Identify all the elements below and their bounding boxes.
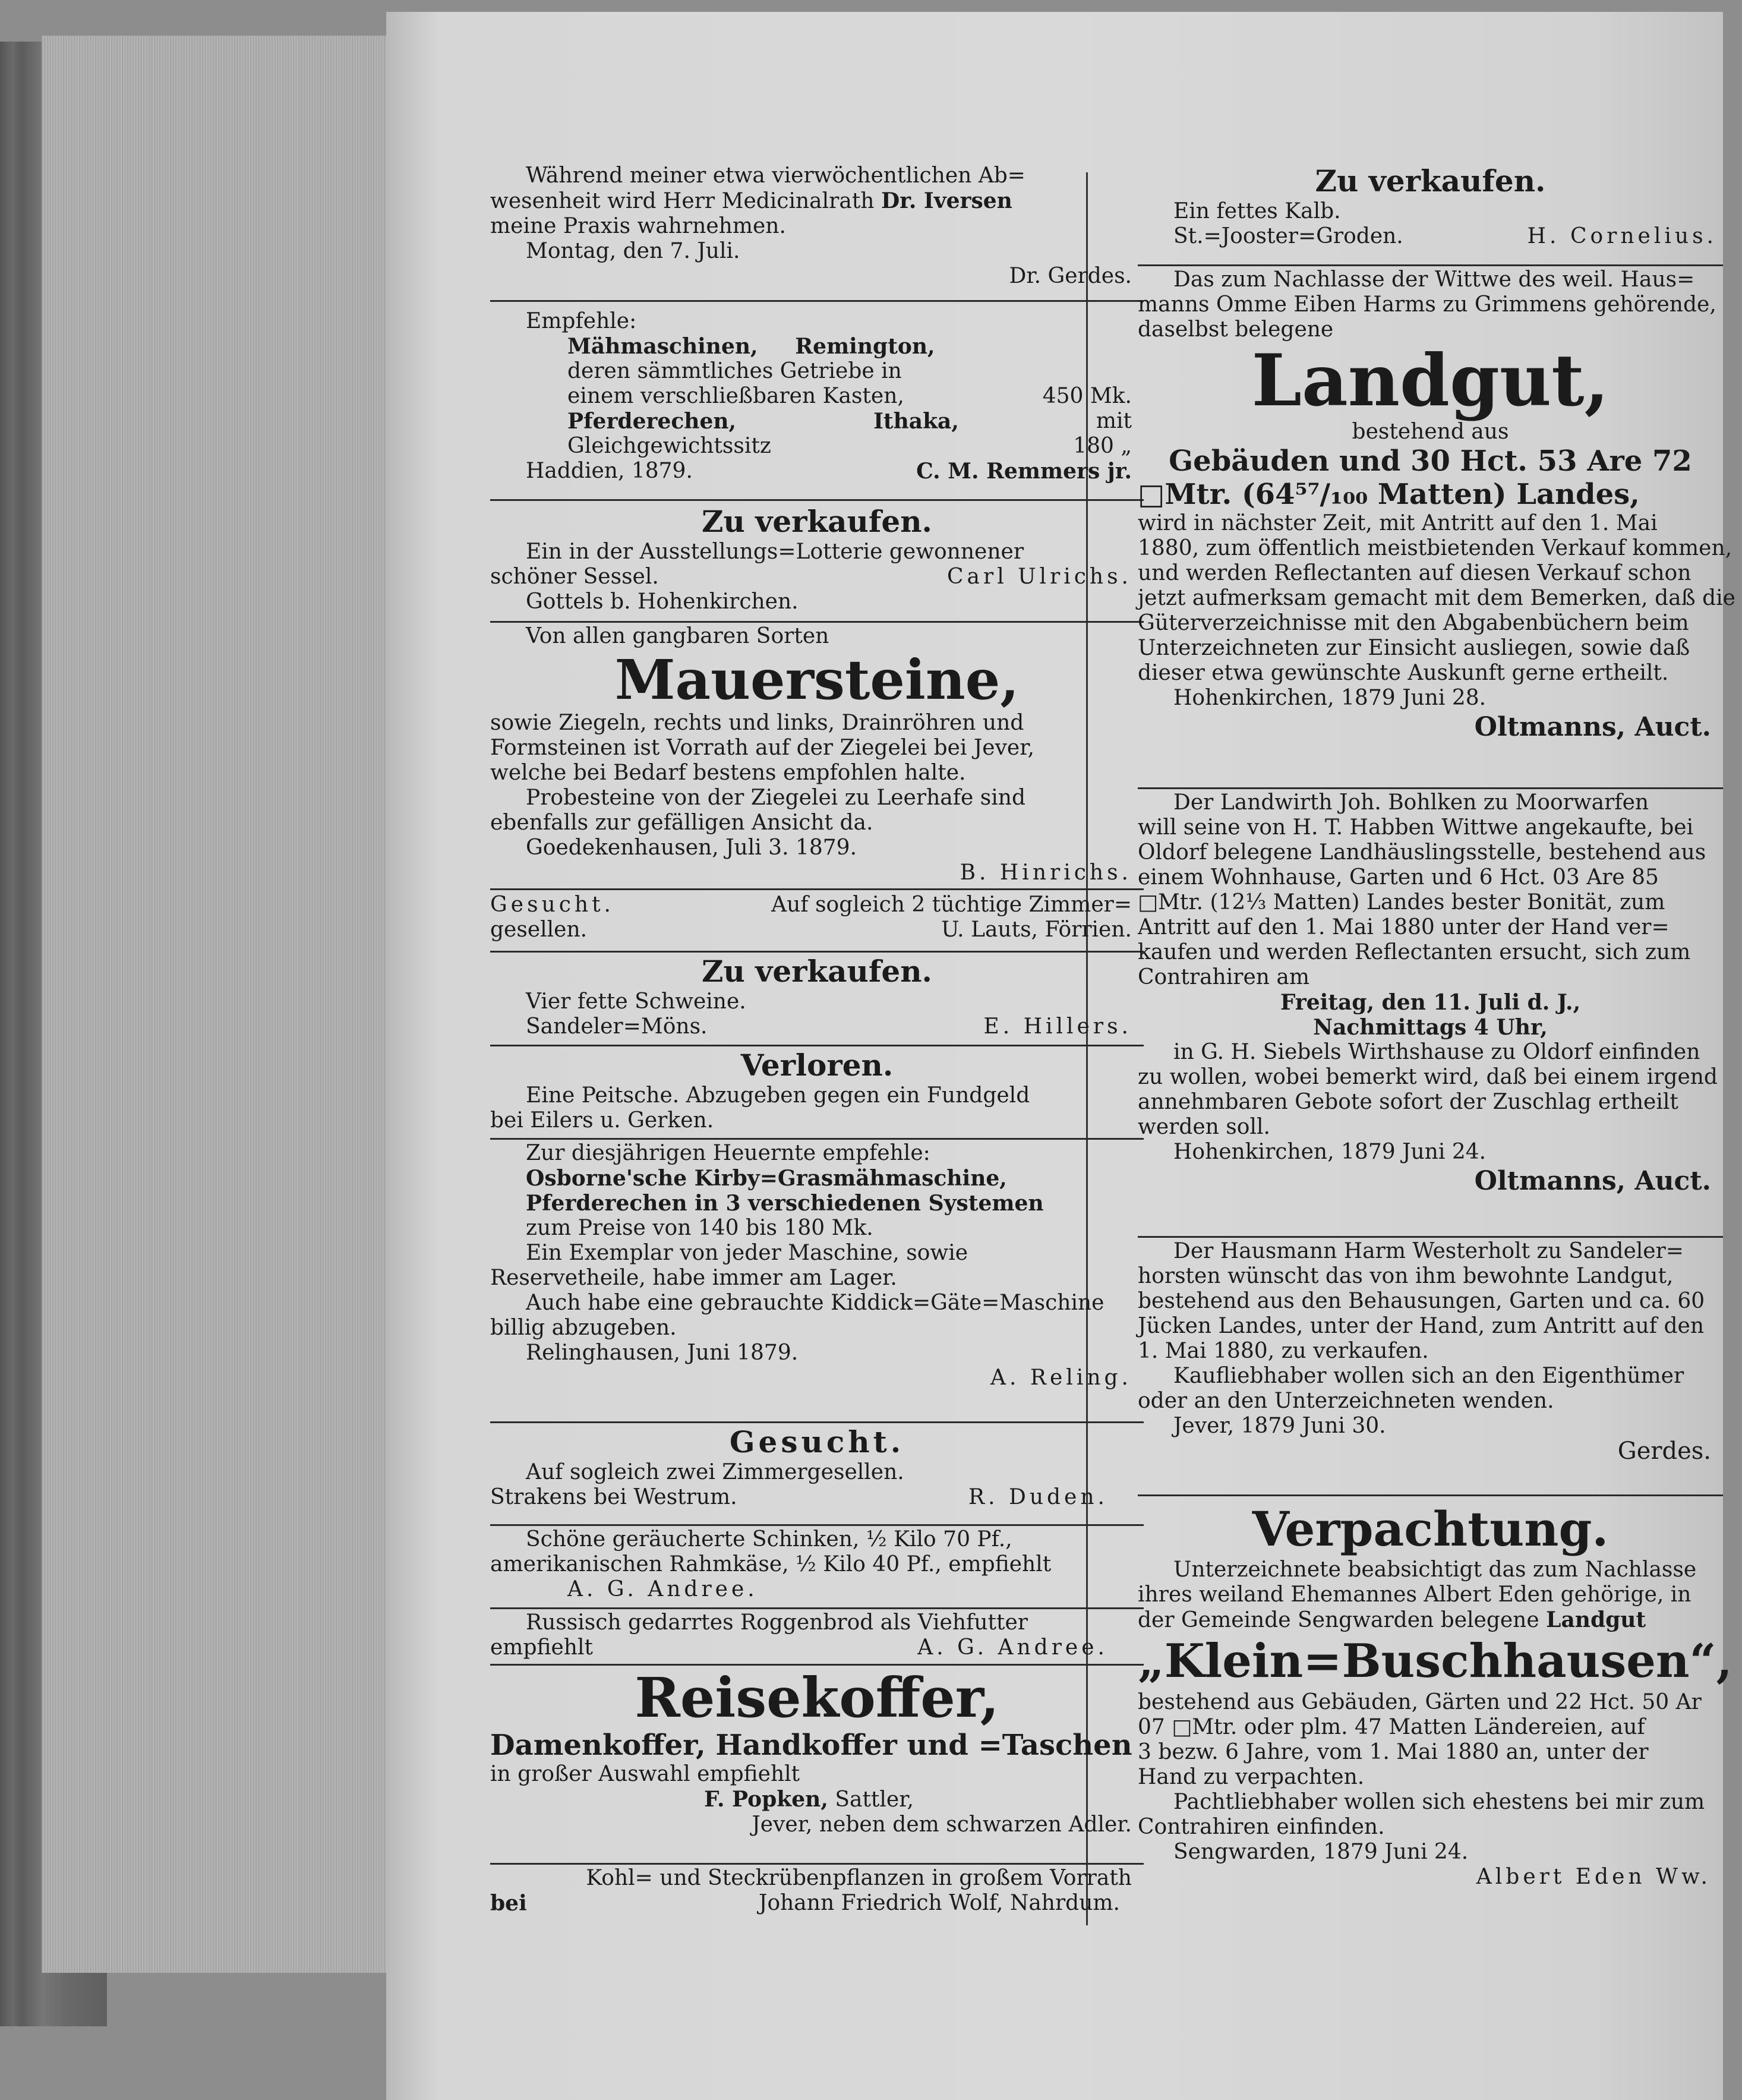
text-line: einem verschließbaren Kasten, — [567, 384, 904, 408]
ad-title: Verpachtung. — [1252, 1501, 1609, 1557]
rule — [490, 1607, 1144, 1609]
text-line: kaufen und werden Reflectanten ersucht, sich zum — [1138, 940, 1691, 964]
item: Pferderechen, — [567, 409, 737, 434]
rule — [490, 888, 1144, 890]
ad-title: Zu verkaufen. — [702, 954, 932, 989]
place: Jever, 1879 Juni 30. — [1173, 1414, 1386, 1438]
signature: B. Hinrichs. — [960, 860, 1132, 885]
signature: A. G. Andree. — [917, 1635, 1108, 1660]
text-line: deren sämmtliches Getriebe in — [567, 359, 902, 383]
rule — [490, 1863, 1144, 1865]
text-line: meine Praxis wahrnehmen. — [490, 214, 786, 238]
ad-maschinen — [490, 309, 1144, 484]
ad-schweine — [490, 954, 1144, 1039]
rule — [490, 1421, 1144, 1423]
text-line: Auf sogleich zwei Zimmergesellen. — [526, 1460, 904, 1484]
address: Jever, neben dem schwarzen Adler. — [752, 1812, 1132, 1837]
text-line: zu wollen, wobei bemerkt wird, daß bei einem irgend — [1138, 1065, 1718, 1089]
rule — [1138, 1236, 1723, 1238]
rule — [490, 300, 1144, 302]
text-line: Reservetheile, habe immer am Lager. — [490, 1266, 897, 1290]
text-line: Probesteine von der Ziegelei zu Leerhafe sind — [526, 786, 1026, 810]
text-line: Oldorf belegene Landhäuslingsstelle, bestehend aus — [1138, 840, 1706, 865]
place: Sandeler=Möns. — [526, 1014, 708, 1039]
text-line: Hand zu verpachten. — [1138, 1765, 1365, 1789]
intro: Von allen gangbaren Sorten — [526, 624, 829, 648]
signature: Oltmanns, Auct. — [1474, 1166, 1711, 1196]
text-line: bestehend aus Gebäuden, Gärten und 22 Hct. 50 Ar — [1138, 1690, 1702, 1714]
text-line: ihres weiland Ehemannes Albert Eden gehörige, in — [1138, 1582, 1691, 1607]
ad-title: Zu verkaufen. — [1315, 163, 1546, 198]
text-line: Eine Peitsche. Abzugeben gegen ein Fundgeld — [526, 1083, 1030, 1108]
signature: U. Lauts, Förrien. — [941, 917, 1132, 942]
rule — [1138, 1494, 1723, 1496]
rule — [490, 1138, 1144, 1140]
rule — [490, 1045, 1144, 1046]
ad-landgut — [1138, 267, 1735, 744]
text-line: oder an den Unterzeichneten wenden. — [1138, 1389, 1554, 1413]
text-line: zum Preise von 140 bis 180 Mk. — [526, 1216, 873, 1240]
text-line: bei Eilers u. Gerken. — [490, 1108, 714, 1133]
ad-title-2: „Klein=Buschhausen“, — [1138, 1634, 1732, 1688]
newspaper-page — [386, 12, 1735, 2100]
text-line: □Mtr. (12⅓ Matten) Landes bester Bonität, zum — [1138, 890, 1665, 915]
bold-word: Landgut — [1546, 1607, 1646, 1632]
signature: Albert Eden Ww. — [1476, 1865, 1711, 1889]
text-line: will seine von H. T. Habben Wittwe angekaufte, bei — [1138, 815, 1694, 840]
text-line: amerikanischen Rahmkäse, ½ Kilo 40 Pf., empfiehlt — [490, 1552, 1052, 1576]
doctor-name: Dr. Iversen — [881, 188, 1012, 213]
text-line: Während meiner etwa vierwöchentlichen Ab= — [526, 163, 1025, 188]
ad-heuernte — [490, 1141, 1144, 1390]
text-line: in großer Auswahl empfiehlt — [490, 1762, 800, 1786]
text-line: ebenfalls zur gefälligen Ansicht da. — [490, 811, 873, 835]
ad-verpachtung — [1138, 1500, 1732, 1890]
ad-title: Zu verkaufen. — [702, 504, 932, 539]
signature: Gerdes. — [1617, 1437, 1711, 1465]
text-line: Sattler, — [835, 1787, 914, 1812]
ad-title: Mauersteine, — [614, 648, 1020, 712]
signature: R. Duden. — [968, 1485, 1108, 1509]
rule — [490, 1524, 1144, 1526]
ad-landhaeuslingsstelle — [1138, 790, 1723, 1198]
text-line: wird in nächster Zeit, mit Antritt auf den 1. Mai — [1138, 511, 1658, 535]
ad-title: Reisekoffer, — [635, 1666, 999, 1730]
text-line: Antritt auf den 1. Mai 1880 unter der Hand ver= — [1138, 915, 1670, 939]
bold-line: Gebäuden und 30 Hct. 53 Are 72 — [1169, 444, 1692, 478]
text-line: bei — [490, 1891, 527, 1916]
text-line: und werden Reflectanten auf diesen Verkauf schon — [1138, 561, 1691, 585]
place: Hohenkirchen, 1879 Juni 24. — [1173, 1140, 1487, 1164]
price: 450 Mk. — [1042, 384, 1132, 408]
text-line: Ein fettes Kalb. — [1173, 199, 1341, 223]
signature: E. Hillers. — [983, 1014, 1132, 1039]
text-line: Gleichgewichtssitz — [567, 434, 771, 458]
text-line: Unterzeichneten zur Einsicht ausliegen, sowie daß — [1138, 636, 1690, 660]
text-line: dieser etwa gewünschte Auskunft gerne ertheilt. — [1138, 661, 1669, 685]
price: 180 „ — [1073, 434, 1132, 458]
text-line: der Gemeinde Sengwarden belegene — [1138, 1608, 1539, 1632]
text-line: Jücken Landes, unter der Hand, zum Antritt auf den — [1138, 1314, 1704, 1338]
text-line: in G. H. Siebels Wirthshause zu Oldorf einfinden — [1173, 1040, 1700, 1064]
text-line: Contrahiren einfinden. — [1138, 1815, 1385, 1839]
text-line: sowie Ziegeln, rechts und links, Drainröhren und — [490, 711, 1024, 735]
ad-sessel — [490, 504, 1144, 614]
text-line: Kaufliebhaber wollen sich an den Eigenthümer — [1173, 1364, 1684, 1388]
ad-pflanzen — [490, 1866, 1144, 1916]
text-line: bestehend aus den Behausungen, Garten und ca. 60 — [1138, 1289, 1705, 1313]
ad-title: Landgut, — [1251, 339, 1610, 422]
text-line: Pachtliebhaber wollen sich ehestens bei mir zum — [1173, 1790, 1705, 1814]
signature: C. M. Remmers jr. — [916, 459, 1132, 484]
ad-praxis — [490, 163, 1144, 289]
text-line: Güterverzeichnisse mit den Abgabenbüchern beim — [1138, 611, 1689, 635]
place: Strakens bei Westrum. — [490, 1485, 737, 1509]
place: Goedekenhausen, Juli 3. 1879. — [526, 835, 857, 860]
text-line: 07 □Mtr. oder plm. 47 Matten Ländereien, auf — [1138, 1715, 1645, 1739]
bold-line: Nachmittags 4 Uhr, — [1313, 1015, 1548, 1040]
text-line: gesellen. — [490, 917, 588, 942]
signature: Johann Friedrich Wolf, Nahrdum. — [759, 1891, 1120, 1915]
place: Relinghausen, Juni 1879. — [526, 1341, 799, 1365]
signature: Carl Ulrichs. — [946, 565, 1132, 589]
text-line: mit — [1096, 409, 1132, 433]
text-line: Der Landwirth Joh. Bohlken zu Moorwarfen — [1173, 790, 1649, 815]
text-line: Contrahiren am — [1138, 965, 1309, 989]
item: Mähmaschinen, — [567, 334, 758, 359]
rule — [490, 499, 1144, 501]
text-line: daselbst belegene — [1138, 317, 1334, 342]
text-line: Ein in der Ausstellungs=Lotterie gewonnener — [526, 540, 1024, 564]
ad-kalb — [1138, 163, 1723, 249]
signature: Dr. Gerdes. — [1009, 264, 1132, 288]
place: Hohenkirchen, 1879 Juni 28. — [1173, 686, 1487, 710]
bold-item: Osborne'sche Kirby=Grasmähmaschine, — [526, 1166, 1007, 1191]
text-line: horsten wünscht das von ihm bewohnte Landgut, — [1138, 1264, 1674, 1288]
bold-line: □Mtr. (64⁵⁷/₁₀₀ Matten) Landes, — [1138, 478, 1640, 511]
intro: Zur diesjährigen Heuernte empfehle: — [526, 1141, 930, 1165]
ad-reisekoffer — [490, 1667, 1144, 1837]
ad-gesucht-1 — [490, 893, 1144, 942]
text-line: Das zum Nachlasse der Wittwe des weil. Haus= — [1173, 267, 1695, 292]
text-line: 1. Mai 1880, zu verkaufen. — [1138, 1339, 1429, 1363]
ad-verloren — [490, 1048, 1144, 1133]
signature: Oltmanns, Auct. — [1474, 712, 1711, 742]
text-line: annehmbaren Gebote sofort der Zuschlag ertheilt — [1138, 1090, 1678, 1114]
text-line: Russisch gedarrtes Roggenbrod als Viehfutter — [526, 1610, 1028, 1635]
signature: A. G. Andree. — [567, 1577, 758, 1601]
rule — [490, 951, 1144, 953]
text-line: billig abzugeben. — [490, 1316, 677, 1340]
rule — [1138, 264, 1723, 266]
text-line: Auch habe eine gebrauchte Kiddick=Gäte=Maschine — [526, 1291, 1104, 1315]
text-line: Formsteinen ist Vorrath auf der Ziegelei bei Jever, — [490, 736, 1034, 760]
text-line: schöner Sessel. — [490, 565, 659, 589]
text-line: Vier fette Schweine. — [526, 989, 746, 1014]
item: Remington, — [795, 334, 935, 359]
page-stack — [42, 36, 422, 1973]
ad-mauersteine — [490, 624, 1144, 885]
text-line: Kohl= und Steckrübenpflanzen in großem Vorrath — [586, 1866, 1132, 1890]
text-line: empfiehlt — [490, 1635, 593, 1660]
signature: A. Reling. — [990, 1366, 1132, 1390]
rule — [1138, 787, 1723, 789]
text-line: manns Omme Eiben Harms zu Grimmens gehörende, — [1138, 292, 1716, 317]
bold-line: Freitag, den 11. Juli d. J., — [1280, 990, 1581, 1015]
intro: Empfehle: — [526, 309, 637, 333]
subtitle: Damenkoffer, Handkoffer und =Taschen — [490, 1729, 1132, 1762]
place: Gottels b. Hohenkirchen. — [526, 589, 799, 614]
rule — [490, 621, 1144, 623]
ad-schinken — [490, 1527, 1144, 1602]
ad-westerholt — [1138, 1239, 1723, 1464]
text-line: jetzt aufmerksam gemacht mit dem Bemerken, daß die — [1138, 586, 1735, 610]
text-line: Schöne geräucherte Schinken, ½ Kilo 70 Pf., — [526, 1527, 1012, 1552]
text-line: 1880, zum öffentlich meistbietenden Verkauf kommen, — [1138, 536, 1732, 560]
item: Ithaka, — [873, 409, 959, 434]
place: Sengwarden, 1879 Juni 24. — [1173, 1840, 1469, 1864]
text-line: Auf sogleich 2 tüchtige Zimmer= — [771, 893, 1132, 917]
place: Haddien, 1879. — [526, 459, 693, 483]
signature: H. Cornelius. — [1527, 224, 1717, 248]
text-line: bestehend aus — [1352, 420, 1509, 444]
ad-gesucht-2 — [490, 1424, 1144, 1510]
text-line: werden soll. — [1138, 1115, 1270, 1139]
text-line: welche bei Bedarf bestens empfohlen halte. — [490, 761, 966, 785]
text-line: Unterzeichnete beabsichtigt das zum Nachlasse — [1173, 1557, 1697, 1582]
signature: F. Popken, — [704, 1787, 828, 1812]
text-line: Ein Exemplar von jeder Maschine, sowie — [526, 1241, 968, 1265]
text-line: Der Hausmann Harm Westerholt zu Sandeler= — [1173, 1239, 1684, 1263]
text-line: wesenheit wird Herr Medicinalrath — [490, 189, 875, 213]
text-line: 3 bezw. 6 Jahre, vom 1. Mai 1880 an, unter der — [1138, 1740, 1649, 1764]
keyword: Gesucht. — [490, 893, 614, 917]
bold-item: Pferderechen in 3 verschiedenen Systemen — [526, 1191, 1044, 1216]
ad-roggenbrod — [490, 1610, 1144, 1660]
place: St.=Jooster=Groden. — [1173, 224, 1403, 248]
text-line: einem Wohnhause, Garten und 6 Hct. 03 Are 85 — [1138, 865, 1659, 890]
ad-title: Verloren. — [740, 1048, 894, 1083]
ad-title: Gesucht. — [729, 1424, 905, 1459]
date-line: Montag, den 7. Juli. — [526, 239, 740, 263]
